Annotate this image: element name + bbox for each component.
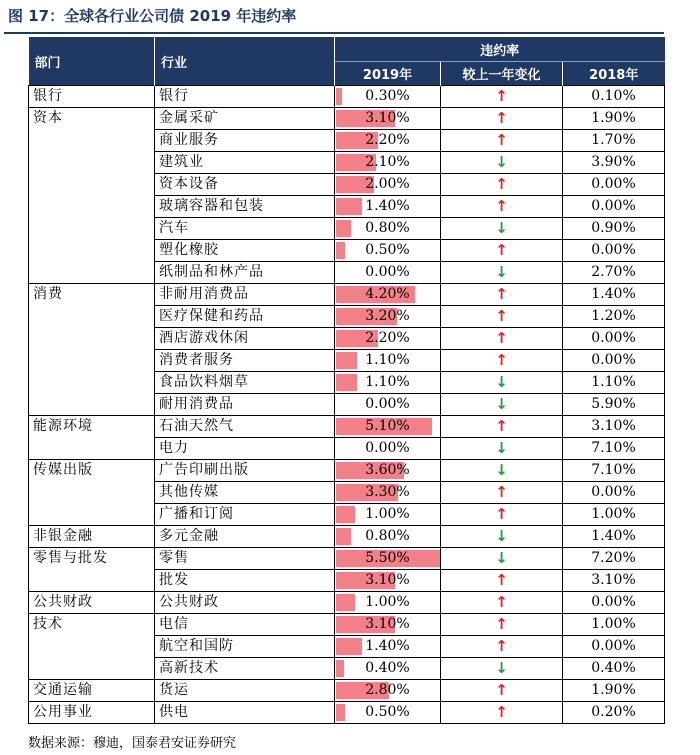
table-row [29,592,665,614]
rate-2018-cell: 0.90% [563,218,665,240]
arrow-up-icon: ↑ [441,108,563,130]
rate-2019-cell [335,482,441,504]
rate-2019-value: 0.30% [365,88,410,104]
rate-2018-cell: 2.70% [563,262,665,284]
rate-2019-cell [335,460,441,482]
rate-2019-cell [335,262,441,284]
arrow-down-icon: ↓ [441,372,563,394]
rate-2019-value: 3.60% [365,462,410,478]
industry-cell: 耐用消费品 [155,394,335,416]
arrow-up-icon: ↑ [441,174,563,196]
industry-cell: 汽车 [155,218,335,240]
rate-2018-cell: 3.90% [563,152,665,174]
rate-bar [336,506,355,523]
rate-2018-cell: 0.00% [563,196,665,218]
arrow-down-icon: ↓ [441,658,563,680]
table-row [29,108,665,130]
rate-2018-cell: 0.40% [563,658,665,680]
rate-2019-value: 5.10% [365,418,410,434]
arrow-up-icon: ↑ [441,482,563,504]
rate-2019-cell [335,130,441,152]
rate-2019-value: 5.50% [365,550,410,566]
rate-2018-cell: 0.00% [563,350,665,372]
rate-2019-value: 0.50% [365,704,410,720]
rate-2019-value: 0.00% [365,440,410,456]
arrow-up-icon: ↑ [441,196,563,218]
industry-cell: 非耐用消费品 [155,284,335,306]
header-2018: 2018年 [563,62,665,86]
industry-cell: 消费者服务 [155,350,335,372]
industry-cell: 纸制品和林产品 [155,262,335,284]
industry-cell: 广告印刷出版 [155,460,335,482]
rate-2019-cell [335,174,441,196]
rate-bar [336,242,345,259]
rate-bar [336,704,345,721]
rate-2019-value: 3.30% [365,484,410,500]
rate-2019-cell [335,504,441,526]
rate-2018-cell: 1.70% [563,130,665,152]
rate-2019-value: 0.00% [365,396,410,412]
rate-2018-cell: 1.90% [563,108,665,130]
table-row [29,548,665,570]
header-2019: 2019年 [335,62,441,86]
arrow-down-icon: ↓ [441,548,563,570]
dept-cell: 交通运输 [29,680,155,702]
rate-2018-cell: 0.10% [563,86,665,108]
rate-bar [336,220,351,237]
rate-2018-cell: 1.20% [563,306,665,328]
rate-2018-cell: 0.00% [563,240,665,262]
rate-bar [336,198,362,215]
arrow-up-icon: ↑ [441,416,563,438]
table-row [29,284,665,306]
rate-2018-cell: 1.40% [563,526,665,548]
arrow-down-icon: ↓ [441,262,563,284]
rate-bar [336,88,342,105]
industry-cell: 公共财政 [155,592,335,614]
industry-cell: 塑化橡胶 [155,240,335,262]
rate-2019-value: 3.20% [365,308,410,324]
industry-cell: 金属采矿 [155,108,335,130]
rate-2019-value: 1.40% [365,638,410,654]
rate-2019-cell [335,636,441,658]
rate-2019-value: 1.00% [365,506,410,522]
table-row [29,86,665,108]
dept-cell: 零售与批发 [29,548,155,592]
rate-2018-cell: 0.00% [563,482,665,504]
arrow-up-icon: ↑ [441,240,563,262]
arrow-up-icon: ↑ [441,504,563,526]
rate-2018-cell: 7.10% [563,438,665,460]
rate-2019-value: 3.10% [365,110,410,126]
rate-2019-value: 0.80% [365,528,410,544]
table-row [29,526,665,548]
industry-cell: 多元金融 [155,526,335,548]
rate-2019-value: 2.80% [365,682,410,698]
rate-2019-cell [335,526,441,548]
rate-2018-cell: 1.00% [563,614,665,636]
arrow-up-icon: ↑ [441,614,563,636]
arrow-down-icon: ↓ [441,394,563,416]
arrow-up-icon: ↑ [441,570,563,592]
rate-2018-cell: 3.10% [563,570,665,592]
rate-2019-value: 0.80% [365,220,410,236]
rate-2019-cell [335,372,441,394]
rate-2019-cell [335,680,441,702]
industry-cell: 批发 [155,570,335,592]
figure-title: 图 17：全球各行业公司债 2019 年违约率 [8,7,297,25]
arrow-down-icon: ↓ [441,526,563,548]
rate-2018-cell: 7.20% [563,548,665,570]
rate-2019-cell [335,196,441,218]
rate-2018-cell: 0.00% [563,636,665,658]
industry-cell: 零售 [155,548,335,570]
rate-2019-value: 0.40% [365,660,410,676]
rate-bar [336,374,357,391]
rate-2019-cell [335,240,441,262]
dept-cell: 资本 [29,108,155,284]
table-row [29,702,665,724]
industry-cell: 酒店游戏休闲 [155,328,335,350]
table-row [29,416,665,438]
rate-2018-cell: 1.00% [563,504,665,526]
rate-2019-value: 0.50% [365,242,410,258]
arrow-down-icon: ↓ [441,438,563,460]
rate-2019-value: 2.10% [365,154,410,170]
industry-cell: 商业服务 [155,130,335,152]
default-rate-table [28,37,665,724]
dept-cell: 技术 [29,614,155,680]
rate-2018-cell: 0.00% [563,174,665,196]
rate-2019-value: 1.10% [365,374,410,390]
rate-2019-value: 3.10% [365,616,410,632]
rate-bar [336,660,344,677]
rate-2019-cell [335,108,441,130]
industry-cell: 高新技术 [155,658,335,680]
rate-2019-cell [335,328,441,350]
arrow-up-icon: ↑ [441,284,563,306]
rate-2019-value: 2.00% [365,176,410,192]
source-note: 数据来源：穆迪，国泰君安证券研究 [28,736,237,751]
arrow-up-icon: ↑ [441,86,563,108]
industry-cell: 广播和订阅 [155,504,335,526]
arrow-up-icon: ↑ [441,592,563,614]
rate-2019-cell [335,548,441,570]
rate-2018-cell: 0.00% [563,328,665,350]
rate-2019-cell [335,570,441,592]
industry-cell: 航空和国防 [155,636,335,658]
industry-cell: 石油天然气 [155,416,335,438]
dept-cell: 消费 [29,284,155,416]
rate-2019-value: 2.20% [365,330,410,346]
rate-2019-cell [335,592,441,614]
rate-2019-value: 3.10% [365,572,410,588]
rate-2019-value: 2.20% [365,132,410,148]
table-row [29,614,665,636]
dept-cell: 公共财政 [29,592,155,614]
dept-cell: 银行 [29,86,155,108]
rate-2019-cell [335,86,441,108]
rate-2019-cell [335,658,441,680]
industry-cell: 建筑业 [155,152,335,174]
industry-cell: 资本设备 [155,174,335,196]
industry-cell: 其他传媒 [155,482,335,504]
rate-2019-cell [335,152,441,174]
rate-2018-cell: 1.40% [563,284,665,306]
rate-2018-cell: 3.10% [563,416,665,438]
industry-cell: 货运 [155,680,335,702]
dept-cell: 传媒出版 [29,460,155,526]
rate-2019-cell [335,218,441,240]
rate-2018-cell: 7.10% [563,460,665,482]
arrow-down-icon: ↓ [441,218,563,240]
rate-2019-value: 0.00% [365,264,410,280]
industry-cell: 电力 [155,438,335,460]
rate-2019-cell [335,614,441,636]
rate-2018-cell: 1.90% [563,680,665,702]
rate-2018-cell: 1.10% [563,372,665,394]
rate-2019-value: 1.10% [365,352,410,368]
arrow-up-icon: ↑ [441,306,563,328]
rate-bar [336,594,355,611]
arrow-up-icon: ↑ [441,328,563,350]
dept-cell: 公用事业 [29,702,155,724]
industry-cell: 电信 [155,614,335,636]
header-dept: 部门 [29,37,155,86]
dept-cell: 非银金融 [29,526,155,548]
header-industry: 行业 [155,37,335,86]
title-rule [4,32,664,34]
rate-2018-cell: 0.00% [563,592,665,614]
rate-2019-cell [335,350,441,372]
rate-2019-value: 1.40% [365,198,410,214]
table-row [29,460,665,482]
header-default-rate: 违约率 [335,37,665,62]
rate-bar [336,638,362,655]
table-row [29,680,665,702]
header-change: 较上一年变化 [441,62,563,86]
arrow-up-icon: ↑ [441,130,563,152]
rate-2019-value: 1.00% [365,594,410,610]
rate-bar [336,528,351,545]
rate-2019-cell [335,306,441,328]
arrow-up-icon: ↑ [441,350,563,372]
rate-2019-cell [335,416,441,438]
industry-cell: 供电 [155,702,335,724]
rate-2019-cell [335,438,441,460]
arrow-up-icon: ↑ [441,702,563,724]
industry-cell: 食品饮料烟草 [155,372,335,394]
rate-2018-cell: 0.20% [563,702,665,724]
arrow-up-icon: ↑ [441,680,563,702]
industry-cell: 医疗保健和药品 [155,306,335,328]
industry-cell: 银行 [155,86,335,108]
rate-2019-value: 4.20% [365,286,410,302]
arrow-down-icon: ↓ [441,152,563,174]
dept-cell: 能源环境 [29,416,155,460]
rate-bar [336,352,357,369]
arrow-down-icon: ↓ [441,460,563,482]
industry-cell: 玻璃容器和包装 [155,196,335,218]
rate-2019-cell [335,284,441,306]
arrow-up-icon: ↑ [441,636,563,658]
rate-2019-cell [335,702,441,724]
rate-2019-cell [335,394,441,416]
rate-2018-cell: 5.90% [563,394,665,416]
